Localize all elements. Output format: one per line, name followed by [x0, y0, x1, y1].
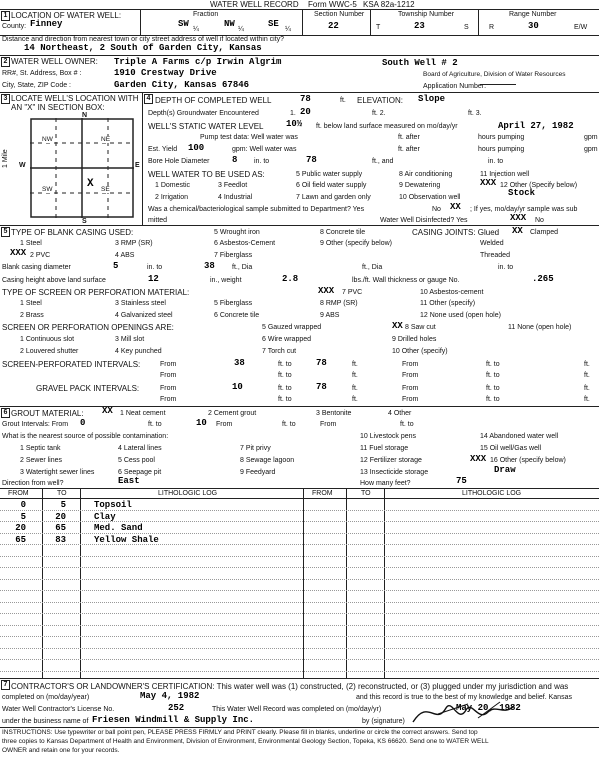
instructions-2: three copies to Kansas Department of Health and Environment, Division of Environment, Environmental Geology Section, Topeka, KS 66620. Send one to WATER WELL: [2, 738, 489, 745]
grout-label: GROUT MATERIAL:: [11, 409, 84, 418]
gw3-label: ft. 3.: [468, 110, 482, 117]
gravel-to-value: 78: [316, 382, 327, 392]
township-t: T: [376, 24, 381, 31]
perf-to-2: ft. to: [278, 372, 292, 379]
pump-after: ft. after: [398, 134, 420, 141]
west-label: W: [19, 162, 26, 169]
county-label: County:: [2, 23, 27, 30]
section-3-number: 3: [1, 94, 10, 104]
source-15: 15 Oil well/Gas well: [480, 445, 542, 452]
grout-3: 3 Bentonite: [316, 410, 352, 417]
fraction-3: SE: [268, 19, 279, 29]
use-4: 4 Industrial: [218, 194, 253, 201]
source-12: 12 Fertilizer storage: [360, 457, 422, 464]
signature-scribble: [408, 696, 518, 728]
log-from: 65: [15, 534, 26, 545]
source-8: 8 Sewage lagoon: [240, 457, 295, 464]
log-header-from: FROM: [8, 490, 29, 497]
section-4-number: 4: [144, 94, 153, 104]
range-ew: E/W: [574, 24, 588, 31]
casing-label: TYPE OF BLANK CASING USED:: [11, 228, 134, 237]
gravel-ft-2b: ft.: [584, 396, 590, 403]
owner-label: WATER WELL OWNER:: [11, 57, 98, 66]
locate-label: LOCATE WELL'S LOCATION WITH: [11, 94, 139, 103]
pump-hours: hours pumping: [478, 134, 525, 141]
groundwater-label: Depth(s) Groundwater Encountered: [148, 110, 259, 117]
record-date: May 20, 1982: [456, 703, 521, 713]
grout-to-value: 10: [196, 418, 207, 428]
disinfect-no: No: [535, 217, 544, 224]
source-10: 10 Livestock pens: [360, 433, 417, 440]
bore-label: Bore Hole Diameter: [148, 158, 210, 165]
source-mark: XXX: [470, 454, 487, 464]
disinfect-mark: XXX: [510, 213, 527, 223]
source-6: 6 Seepage pit: [118, 469, 162, 476]
use-11: 11 Injection well: [480, 171, 530, 178]
opening-6: 6 Wire wrapped: [262, 336, 312, 343]
grout-mark: XX: [102, 406, 113, 416]
perf-ft-1: ft.: [352, 361, 358, 368]
opening-8: 8 Saw cut: [405, 324, 436, 331]
use-5: 5 Public water supply: [296, 171, 363, 178]
gravel-from-2b: From: [402, 396, 419, 403]
gw1-n: 1.: [290, 110, 296, 117]
log-row-divider: [0, 510, 599, 511]
address-label: RR#, St. Address, Box # :: [2, 70, 82, 77]
bore-depth: 78: [306, 155, 317, 165]
gravel-from-1: From: [160, 385, 177, 392]
business-label: under the business name of: [2, 718, 89, 725]
elevation-value: Slope: [418, 94, 446, 104]
source-13: 13 Insecticide storage: [360, 469, 429, 476]
yield-value: 100: [188, 143, 205, 153]
north-label: N: [82, 112, 88, 119]
section-value: 22: [328, 21, 339, 31]
casing-8: 8 Concrete tile: [320, 229, 366, 236]
log-to: 5: [60, 500, 66, 510]
log-row-divider: [0, 533, 599, 534]
elevation-label: ELEVATION:: [357, 96, 403, 105]
howmany-value: 75: [456, 476, 467, 486]
perf-from-1: From: [160, 361, 177, 368]
source-other-value: Draw: [494, 465, 516, 475]
use-mark: XXX: [480, 178, 497, 188]
opening-10: 10 Other (specify): [392, 348, 448, 355]
source-4: 4 Lateral lines: [118, 445, 162, 452]
chem-no: No: [432, 206, 441, 213]
grout-1: 1 Neat cement: [120, 410, 166, 417]
source-16: 16 Other (specify below): [490, 457, 566, 464]
weight-value: 2.8: [282, 274, 299, 284]
log-description: Clay: [94, 511, 116, 522]
opening-3: 3 Mill slot: [115, 336, 145, 343]
owner-city: Garden City, Kansas 67846: [114, 80, 250, 90]
city-label: City, State, ZIP Code :: [2, 82, 71, 89]
sw-label: SW: [42, 186, 53, 193]
depth-value: 78: [300, 94, 311, 104]
clamped-label: Clamped: [530, 229, 559, 236]
well-x-mark: X: [87, 178, 94, 190]
perf-to-value: 78: [316, 358, 327, 368]
yield-after: ft. after: [398, 146, 420, 153]
screen-5: 5 Fiberglass: [214, 300, 253, 307]
use-12: 12 Other (Specify below): [500, 182, 578, 189]
log-row-divider: [0, 590, 599, 591]
yield-unit: gpm: Well water was: [232, 146, 297, 153]
cert-line-1: CONTRACTOR'S OR LANDOWNER'S CERTIFICATION: This water well was (1) constructed, (2) reconstructed, or (3) plugged under my jurisdiction and was: [11, 682, 569, 691]
grout-to-2: ft. to: [282, 421, 296, 428]
section-2-number: 2: [1, 57, 10, 67]
chem-label: Was a chemical/bacteriological sample submitted to Department? Yes: [148, 206, 365, 213]
use-3: 3 Feedlot: [218, 182, 248, 189]
source-5: 5 Cess pool: [118, 457, 155, 464]
gravel-to-2: ft. to: [278, 396, 292, 403]
perf-to-1: ft. to: [278, 361, 292, 368]
signature-label: by (signature): [362, 718, 405, 725]
license-value: 252: [168, 703, 185, 713]
locate-label-2: AN "X" IN SECTION BOX:: [11, 103, 105, 112]
chem-mark: XX: [450, 202, 461, 212]
instructions-3: OWNER and retain one for your records.: [2, 747, 120, 754]
log-to: 65: [55, 523, 66, 533]
source-1: 1 Septic tank: [20, 445, 61, 452]
gravel-ft-1b: ft.: [584, 385, 590, 392]
license-label: Water Well Contractor's License No.: [2, 706, 115, 713]
use-8: 8 Air conditioning: [399, 171, 453, 178]
screen-10: 10 Asbestos-cement: [420, 289, 484, 296]
casing-1: 1 Steel: [20, 240, 42, 247]
mitted-label: mitted: [148, 217, 168, 224]
form-title: WATER WELL RECORD: [210, 0, 299, 9]
diameter-dia-2: ft., Dia: [362, 264, 383, 271]
yield-label: Est. Yield: [148, 146, 178, 153]
section-6-number: 6: [1, 408, 10, 418]
log-row-divider: [0, 636, 599, 637]
township-s: S: [464, 24, 469, 31]
form-number: Form WWC-5: [308, 0, 357, 9]
range-r: R: [489, 24, 495, 31]
use-9: 9 Dewatering: [399, 182, 441, 189]
opening-7: 7 Torch cut: [262, 348, 297, 355]
source-9: 9 Feedyard: [240, 469, 276, 476]
depth-label: DEPTH OF COMPLETED WELL: [155, 96, 272, 105]
bore-value: 8: [232, 155, 238, 165]
south-label: S: [82, 218, 87, 225]
perf-from-2b: From: [402, 372, 419, 379]
completed-value: May 4, 1982: [140, 691, 200, 701]
wall-label: lbs./ft. Wall thickness or gauge No.: [352, 277, 460, 284]
log-row-divider: [0, 648, 599, 649]
grout-intervals-label: Grout Intervals: From: [2, 421, 69, 428]
perf-from-2: From: [160, 372, 177, 379]
casing-2: 2 PVC: [30, 252, 51, 259]
static-date: April 27, 1982: [498, 121, 574, 131]
log-row-divider: [0, 659, 599, 660]
log-to: 20: [55, 511, 66, 522]
static-level-label: WELL'S STATIC WATER LEVEL: [148, 122, 264, 131]
section-label: Section Number: [314, 11, 365, 18]
range-label: Range Number: [509, 11, 557, 18]
grout-from-2: From: [216, 421, 233, 428]
log-row-divider: [0, 625, 599, 626]
east-label: E: [135, 162, 140, 169]
log-row-divider: [0, 613, 599, 614]
log-description: Topsoil: [94, 500, 132, 510]
opening-9: 9 Drilled holes: [392, 336, 437, 343]
use-label: WELL WATER TO BE USED AS:: [148, 170, 265, 179]
opening-mark: XX: [392, 321, 403, 331]
use-2: 2 Irrigation: [155, 194, 189, 201]
yield-gpm: gpm: [584, 146, 598, 153]
threaded-label: Threaded: [480, 252, 510, 259]
instructions-1: INSTRUCTIONS: Use typewriter or ball point pen, PLEASE PRESS FIRMLY and PRINT clearly. Please fill in blanks, underline or circle the correct answers. Send top: [2, 729, 478, 736]
joints-label: CASING JOINTS: Glued: [412, 228, 500, 237]
screen-4: 4 Galvanized steel: [115, 312, 173, 319]
township-value: 23: [414, 21, 425, 31]
application-label: Application Number:: [423, 83, 487, 90]
log-header-to: TO: [57, 490, 67, 497]
perf-to-2b: ft. to: [486, 372, 500, 379]
log-row-divider: [0, 556, 599, 557]
screen-7: 7 PVC: [342, 289, 363, 296]
log-header-desc-2: LITHOLOGIC LOG: [462, 490, 522, 497]
owner-name: Triple A Farms c/p Irwin Algrim: [114, 57, 282, 67]
perf-from-value: 38: [234, 358, 245, 368]
distance-label: Distance and direction from nearest town or city street address of well if located within city?: [2, 36, 285, 43]
grout-2: 2 Cement grout: [208, 410, 257, 417]
gw2-label: ft. 2.: [372, 110, 386, 117]
quarter-3: ¼: [285, 26, 291, 33]
yield-hours: hours pumping: [478, 146, 525, 153]
height-value: 12: [148, 274, 159, 284]
gravel-to-2b: ft. to: [486, 396, 500, 403]
diameter-value: 5: [113, 261, 119, 271]
gravel-from-1b: From: [402, 385, 419, 392]
log-from: 0: [20, 500, 26, 510]
screen-2: 2 Brass: [20, 312, 44, 319]
log-from: 5: [20, 511, 26, 522]
disinfect-label: Water Well Disinfected? Yes: [380, 217, 468, 224]
use-10: 10 Observation well: [399, 194, 461, 201]
casing-4: 4 ABS: [115, 252, 135, 259]
perf-ft-2: ft.: [352, 372, 358, 379]
completed-label: completed on (mo/day/year): [2, 694, 90, 701]
weight-label: in., weight: [210, 277, 242, 284]
direction-value: East: [118, 476, 140, 486]
log-header-to-2: TO: [361, 490, 371, 497]
grout-from-3: From: [320, 421, 337, 428]
quarter-1: ¼: [193, 26, 199, 33]
opening-1: 1 Continuous slot: [20, 336, 75, 343]
chem-tail: ; If yes, mo/day/yr sample was sub: [470, 206, 578, 213]
distance-value: 14 Northeast, 2 South of Garden City, Kansas: [24, 43, 262, 53]
county-value: Finney: [30, 19, 63, 29]
screen-label: TYPE OF SCREEN OR PERFORATION MATERIAL:: [2, 288, 190, 297]
business-value: Friesen Windmill & Supply Inc.: [92, 715, 255, 725]
perforated-label: SCREEN-PERFORATED INTERVALS:: [2, 360, 141, 369]
bore-in-to-2: in. to: [488, 158, 504, 165]
use-1: 1 Domestic: [155, 182, 191, 189]
township-label: Township Number: [398, 11, 455, 18]
board-label: Board of Agriculture, Division of Water Resources: [423, 71, 566, 78]
bore-and: ft., and: [372, 158, 394, 165]
log-row-divider: [0, 521, 599, 522]
diameter-depth: 38: [204, 261, 215, 271]
section-5-number: 5: [1, 227, 10, 237]
perf-ft-2b: ft.: [584, 372, 590, 379]
nw-label: NW: [42, 136, 53, 143]
grout-from-value: 0: [80, 418, 86, 428]
gravel-ft-1: ft.: [352, 385, 358, 392]
gravel-ft-2: ft.: [352, 396, 358, 403]
source-7: 7 Pit privy: [240, 445, 271, 452]
fraction-1: SW: [178, 19, 189, 29]
source-label: What is the nearest source of possible contamination:: [2, 433, 169, 440]
section-7-number: 7: [1, 680, 10, 690]
perf-ft-1b: ft.: [584, 361, 590, 368]
grout-to-3: ft. to: [400, 421, 414, 428]
screen-3: 3 Stainless steel: [115, 300, 166, 307]
joints-mark: XX: [512, 226, 523, 236]
quarter-2: ¼: [238, 26, 244, 33]
log-row-divider: [0, 579, 599, 580]
casing-7: 7 Fiberglass: [214, 252, 253, 259]
perf-to-1b: ft. to: [486, 361, 500, 368]
casing-mark: XXX: [10, 248, 27, 258]
owner-well-name: South Well # 2: [382, 58, 458, 68]
ne-label: NE: [101, 136, 111, 143]
use-7: 7 Lawn and garden only: [296, 194, 371, 201]
diameter-to: in. to: [147, 264, 163, 271]
se-label: SE: [101, 186, 110, 193]
screen-1: 1 Steel: [20, 300, 42, 307]
log-to: 83: [55, 534, 66, 545]
owner-address: 1910 Crestway Drive: [114, 68, 217, 78]
pump-gpm: gpm: [584, 134, 598, 141]
wall-value: .265: [532, 274, 554, 284]
direction-label: Direction from well?: [2, 480, 64, 487]
ksa-number: KSA 82a-1212: [363, 0, 415, 9]
grout-4: 4 Other: [388, 410, 412, 417]
source-14: 14 Abandoned water well: [480, 433, 559, 440]
fraction-2: NW: [224, 19, 235, 29]
gravel-from-value: 10: [232, 382, 243, 392]
diameter-label: Blank casing diameter: [2, 264, 71, 271]
log-header-from-2: FROM: [312, 490, 333, 497]
log-from: 20: [15, 523, 26, 533]
howmany-label: How many feet?: [360, 480, 411, 487]
record-text: This Water Well Record was completed on (mo/day/yr): [212, 706, 382, 713]
opening-2: 2 Louvered shutter: [20, 348, 79, 355]
static-suffix: ft. below land surface measured on mo/day/yr: [316, 123, 458, 130]
screen-6: 6 Concrete tile: [214, 312, 260, 319]
log-row-divider: [0, 602, 599, 603]
range-value: 30: [528, 21, 539, 31]
grout-to-label: ft. to: [148, 421, 162, 428]
casing-6: 6 Asbestos-Cement: [214, 240, 276, 247]
casing-9: 9 Other (specify below): [320, 240, 392, 247]
mile-label: 1 Mile: [2, 149, 9, 168]
height-label: Casing height above land surface: [2, 277, 106, 284]
screen-8: 8 RMP (SR): [320, 300, 358, 307]
diameter-dia: ft., Dia: [232, 264, 253, 271]
perf-from-1b: From: [402, 361, 419, 368]
log-row-divider: [0, 671, 599, 672]
casing-3: 3 RMP (SR): [115, 240, 153, 247]
welded-label: Welded: [480, 240, 504, 247]
source-11: 11 Fuel storage: [360, 445, 409, 452]
casing-5: 5 Wrought iron: [214, 229, 260, 236]
static-level-value: 10½: [286, 119, 303, 129]
use-other-value: Stock: [508, 188, 536, 198]
section-box: [30, 118, 134, 218]
source-2: 2 Sewer lines: [20, 457, 63, 464]
screen-9: 9 ABS: [320, 312, 340, 319]
gravel-to-1: ft. to: [278, 385, 292, 392]
use-6: 6 Oil field water supply: [296, 182, 367, 189]
opening-4: 4 Key punched: [115, 348, 162, 355]
log-description: Yellow Shale: [94, 534, 159, 545]
bore-in-to: in. to: [254, 158, 270, 165]
log-header-desc: LITHOLOGIC LOG: [158, 490, 218, 497]
source-3: 3 Watertight sewer lines: [20, 469, 95, 476]
screen-12: 12 None used (open hole): [420, 312, 501, 319]
opening-11: 11 None (open hole): [508, 324, 572, 331]
true-text: and this record is true to the best of my knowledge and belief. Kansas: [356, 694, 572, 701]
section-1-number: 1: [1, 11, 10, 21]
log-row-divider: [0, 544, 599, 545]
screen-mark: XXX: [318, 286, 335, 296]
log-description: Med. Sand: [94, 523, 143, 533]
fraction-label: Fraction: [193, 11, 219, 18]
pump-test-label: Pump test data: Well water was: [200, 134, 298, 141]
opening-5: 5 Gauzed wrapped: [262, 324, 322, 331]
gravel-from-2: From: [160, 396, 177, 403]
gw1-value: 20: [300, 107, 311, 117]
gravel-label: GRAVEL PACK INTERVALS:: [36, 384, 140, 393]
log-row-divider: [0, 567, 599, 568]
gravel-to-1b: ft. to: [486, 385, 500, 392]
diameter-to-2: in. to: [498, 264, 514, 271]
screen-11: 11 Other (specify): [420, 300, 476, 307]
depth-ft: ft.: [340, 97, 346, 104]
openings-label: SCREEN OR PERFORATION OPENINGS ARE:: [2, 323, 174, 332]
location-label: LOCATION OF WATER WELL:: [11, 11, 122, 20]
